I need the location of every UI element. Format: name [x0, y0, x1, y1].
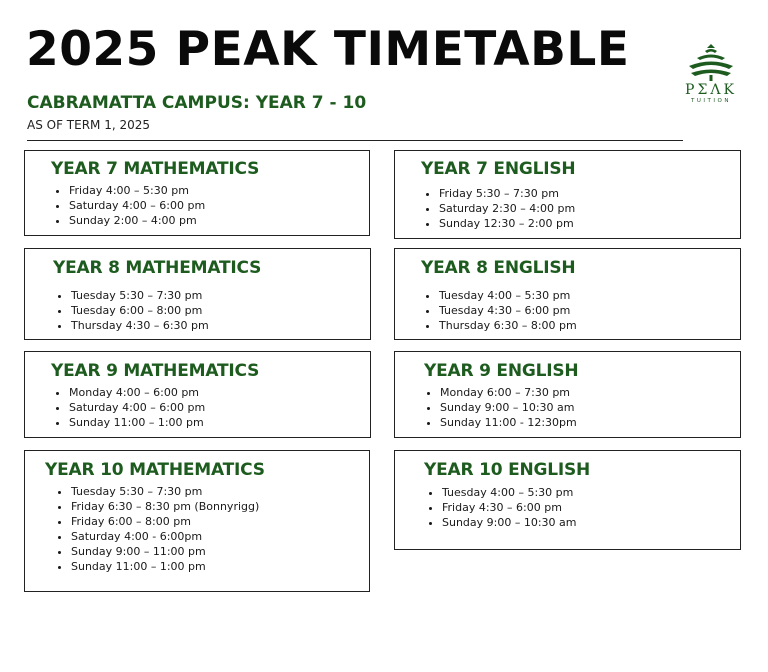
card-year-7-mathematics	[24, 150, 370, 236]
as-of-date: AS OF TERM 1, 2025	[27, 118, 151, 132]
list-item: • Sunday 9:00 – 10:30 am	[442, 515, 740, 530]
schedule-list	[421, 288, 740, 333]
list-item: • Sunday 11:00 - 12:30pm	[440, 415, 740, 430]
schedule-list	[51, 183, 369, 228]
list-item: • Saturday 2:30 – 4:00 pm	[439, 201, 740, 216]
card-year-10-english	[394, 450, 741, 550]
list-item: • Friday 4:30 – 6:00 pm	[442, 500, 740, 515]
list-item: • Tuesday 4:00 – 5:30 pm	[442, 485, 740, 500]
list-item: • Tuesday 4:00 – 5:30 pm	[439, 288, 740, 303]
logo-subtitle: TUITION	[691, 98, 731, 104]
list-item: • Saturday 4:00 - 6:00pm	[71, 529, 369, 544]
list-item: • Sunday 12:30 – 2:00 pm	[439, 216, 740, 231]
list-item: • Friday 5:30 – 7:30 pm	[439, 186, 740, 201]
card-year-7-english	[394, 150, 741, 239]
card-year-8-mathematics	[24, 248, 371, 340]
list-item: • Friday 6:00 – 8:00 pm	[71, 514, 369, 529]
list-item: • Friday 6:30 – 8:30 pm (Bonnyrigg)	[71, 499, 369, 514]
list-item: • Sunday 11:00 – 1:00 pm	[69, 415, 370, 430]
card-year-8-english	[394, 248, 741, 340]
card-year-9-english	[394, 351, 741, 438]
list-item: • Tuesday 4:30 – 6:00 pm	[439, 303, 740, 318]
list-item: • Saturday 4:00 – 6:00 pm	[69, 400, 370, 415]
schedule-list	[424, 385, 740, 430]
card-title: YEAR 8 ENGLISH	[421, 258, 576, 278]
card-title: YEAR 8 MATHEMATICS	[53, 258, 262, 278]
schedule-list	[421, 186, 740, 231]
list-item: • Thursday 6:30 – 8:00 pm	[439, 318, 740, 333]
list-item: • Sunday 9:00 – 11:00 pm	[71, 544, 369, 559]
list-item: • Sunday 11:00 – 1:00 pm	[71, 559, 369, 574]
card-title: YEAR 7 MATHEMATICS	[51, 159, 260, 179]
card-title: YEAR 9 MATHEMATICS	[51, 361, 260, 381]
card-year-10-mathematics	[24, 450, 370, 592]
list-item: • Tuesday 5:30 – 7:30 pm	[71, 288, 370, 303]
schedule-list	[51, 385, 370, 430]
page-title: 2025 PEAK TIMETABLE	[26, 22, 630, 77]
schedule-list	[53, 288, 370, 333]
card-year-9-mathematics	[24, 351, 371, 438]
card-title: YEAR 10 MATHEMATICS	[45, 460, 265, 480]
list-item: • Sunday 9:00 – 10:30 am	[440, 400, 740, 415]
schedule-list	[45, 484, 369, 574]
campus-subtitle: CABRAMATTA CAMPUS: YEAR 7 - 10	[27, 93, 367, 113]
list-item: • Sunday 2:00 – 4:00 pm	[69, 213, 369, 228]
list-item: • Tuesday 6:00 – 8:00 pm	[71, 303, 370, 318]
list-item: • Monday 4:00 – 6:00 pm	[69, 385, 370, 400]
card-title: YEAR 7 ENGLISH	[421, 159, 576, 179]
list-item: • Monday 6:00 – 7:30 pm	[440, 385, 740, 400]
schedule-list	[424, 485, 740, 530]
header-divider	[27, 140, 683, 141]
logo-wordmark: PΣΛK	[685, 82, 737, 98]
list-item: • Thursday 4:30 – 6:30 pm	[71, 318, 370, 333]
list-item: • Tuesday 5:30 – 7:30 pm	[71, 484, 369, 499]
card-title: YEAR 10 ENGLISH	[424, 460, 591, 480]
peak-tuition-logo	[680, 42, 742, 112]
card-title: YEAR 9 ENGLISH	[424, 361, 579, 381]
pine-tree-icon	[685, 42, 737, 82]
list-item: • Friday 4:00 – 5:30 pm	[69, 183, 369, 198]
list-item: • Saturday 4:00 – 6:00 pm	[69, 198, 369, 213]
